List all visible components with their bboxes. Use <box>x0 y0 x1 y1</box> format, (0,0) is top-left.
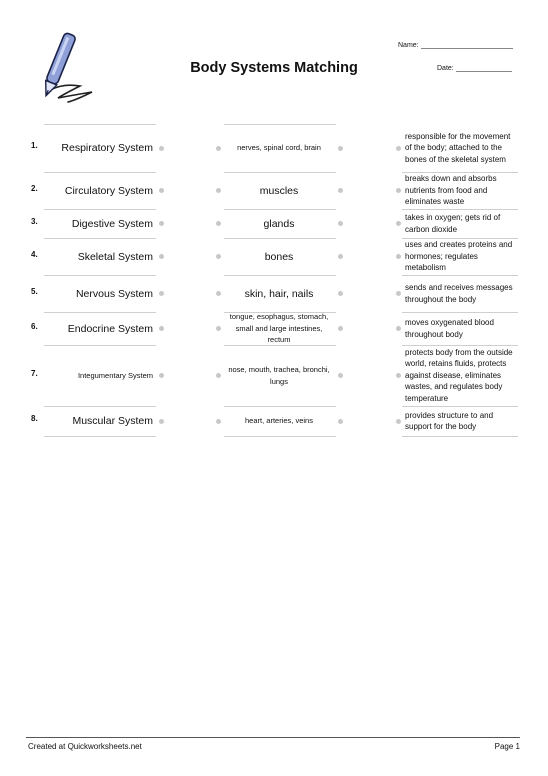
term-label <box>44 124 153 172</box>
term-label <box>44 406 153 436</box>
body-part-label <box>224 238 334 275</box>
name-blank[interactable] <box>421 40 513 49</box>
match-dot[interactable] <box>338 221 343 226</box>
description-label <box>405 124 519 172</box>
match-dot[interactable] <box>396 221 401 226</box>
page-number: Page 1 <box>494 742 520 751</box>
match-dot[interactable] <box>159 254 164 259</box>
description-label <box>405 275 519 312</box>
match-dot[interactable] <box>216 254 221 259</box>
body-part-label <box>224 172 334 209</box>
term-label <box>44 312 153 345</box>
body-part-label-text: bones <box>264 250 294 263</box>
page-title: Body Systems Matching <box>190 60 358 76</box>
name-field[interactable] <box>398 40 513 49</box>
match-dot[interactable] <box>159 188 164 193</box>
description-label-text: responsible for the movement of the body; attached to the bones of the skeletal system <box>405 131 511 164</box>
match-dot[interactable] <box>338 419 343 424</box>
description-label-text: sends and receives messages throughout the body <box>405 283 513 304</box>
match-dot[interactable] <box>216 419 221 424</box>
match-dot[interactable] <box>338 326 343 331</box>
match-dot[interactable] <box>216 221 221 226</box>
table-row <box>0 124 548 172</box>
match-dot[interactable] <box>216 326 221 331</box>
match-dot[interactable] <box>216 373 221 378</box>
name-label: Name: <box>398 42 419 49</box>
footer-divider <box>26 737 520 738</box>
row-number: 3. <box>31 216 38 226</box>
body-part-label <box>224 312 334 345</box>
description-label <box>405 172 519 209</box>
body-part-label <box>224 124 334 172</box>
match-dot[interactable] <box>396 419 401 424</box>
term-label-text: Skeletal System <box>77 250 153 263</box>
term-label <box>44 238 153 275</box>
body-part-label-text: glands <box>263 217 295 230</box>
term-label-text: Respiratory System <box>61 142 153 154</box>
term-label <box>44 172 153 209</box>
match-dot[interactable] <box>216 188 221 193</box>
match-dot[interactable] <box>396 291 401 296</box>
match-dot[interactable] <box>396 326 401 331</box>
table-row <box>0 172 548 209</box>
footer-credit: Created at Quickworksheets.net <box>28 742 142 751</box>
match-dot[interactable] <box>216 146 221 151</box>
table-row <box>0 406 548 436</box>
table-row <box>0 312 548 345</box>
row-number: 1. <box>31 141 38 150</box>
body-part-label-text: nerves, spinal cord, brain <box>237 143 321 153</box>
description-label-text: uses and creates proteins and hormones; regulates metabolism <box>405 240 513 273</box>
term-label <box>44 275 153 312</box>
description-label <box>405 209 519 238</box>
row-number: 2. <box>31 183 38 193</box>
body-part-label-text: muscles <box>259 184 299 197</box>
term-label <box>44 345 153 406</box>
match-dot[interactable] <box>396 373 401 378</box>
row-divider <box>224 436 336 437</box>
match-dot[interactable] <box>338 254 343 259</box>
date-label: Date: <box>437 65 454 72</box>
row-number: 4. <box>31 249 38 259</box>
description-label-text: provides structure to and support for the body <box>405 410 494 431</box>
body-part-label-text: tongue, esophagus, stomach, small and large intestines, rectum <box>229 312 329 345</box>
match-dot[interactable] <box>396 254 401 259</box>
term-label-text: Endocrine System <box>67 322 153 335</box>
description-label-text: protects body from the outside world, retains fluids, protects against disease, eliminates wastes, and regulates body temperature <box>405 347 513 403</box>
match-dot[interactable] <box>396 146 401 151</box>
description-label-text: moves oxygenated blood throughout body <box>405 318 494 339</box>
table-row <box>0 275 548 312</box>
row-number: 5. <box>31 286 38 296</box>
table-row <box>0 209 548 238</box>
term-label-text: Circulatory System <box>64 184 153 197</box>
match-dot[interactable] <box>159 221 164 226</box>
description-label-text: breaks down and absorbs nutrients from food and eliminates waste <box>405 174 497 207</box>
body-part-label <box>224 209 334 238</box>
description-label <box>405 238 519 275</box>
row-divider <box>402 436 518 437</box>
row-number: 7. <box>31 368 38 378</box>
match-dot[interactable] <box>396 188 401 193</box>
body-part-label <box>224 345 334 406</box>
description-label <box>405 345 519 406</box>
match-dot[interactable] <box>159 146 164 151</box>
description-label <box>405 406 519 436</box>
body-part-label-text: heart, arteries, veins <box>245 416 313 426</box>
match-dot[interactable] <box>159 326 164 331</box>
match-dot[interactable] <box>159 291 164 296</box>
body-part-label <box>224 275 334 312</box>
table-row <box>0 238 548 275</box>
match-dot[interactable] <box>338 188 343 193</box>
row-divider <box>44 436 156 437</box>
row-number: 8. <box>31 414 38 423</box>
term-label-text: Integumentary System <box>77 370 153 380</box>
term-label-text: Nervous System <box>75 287 153 300</box>
match-dot[interactable] <box>159 419 164 424</box>
term-label-text: Digestive System <box>71 217 153 230</box>
match-dot[interactable] <box>216 291 221 296</box>
body-part-label <box>224 406 334 436</box>
table-row <box>0 345 548 406</box>
term-label <box>44 209 153 238</box>
description-label-text: takes in oxygen; gets rid of carbon dioxide <box>405 213 501 234</box>
term-label-text: Muscular System <box>72 415 153 427</box>
match-dot[interactable] <box>159 373 164 378</box>
match-dot[interactable] <box>338 373 343 378</box>
match-dot[interactable] <box>338 291 343 296</box>
description-label <box>405 312 519 345</box>
body-part-label-text: nose, mouth, trachea, bronchi, lungs <box>228 365 330 386</box>
body-part-label-text: skin, hair, nails <box>244 287 314 300</box>
match-dot[interactable] <box>338 146 343 151</box>
row-number: 6. <box>31 321 38 331</box>
